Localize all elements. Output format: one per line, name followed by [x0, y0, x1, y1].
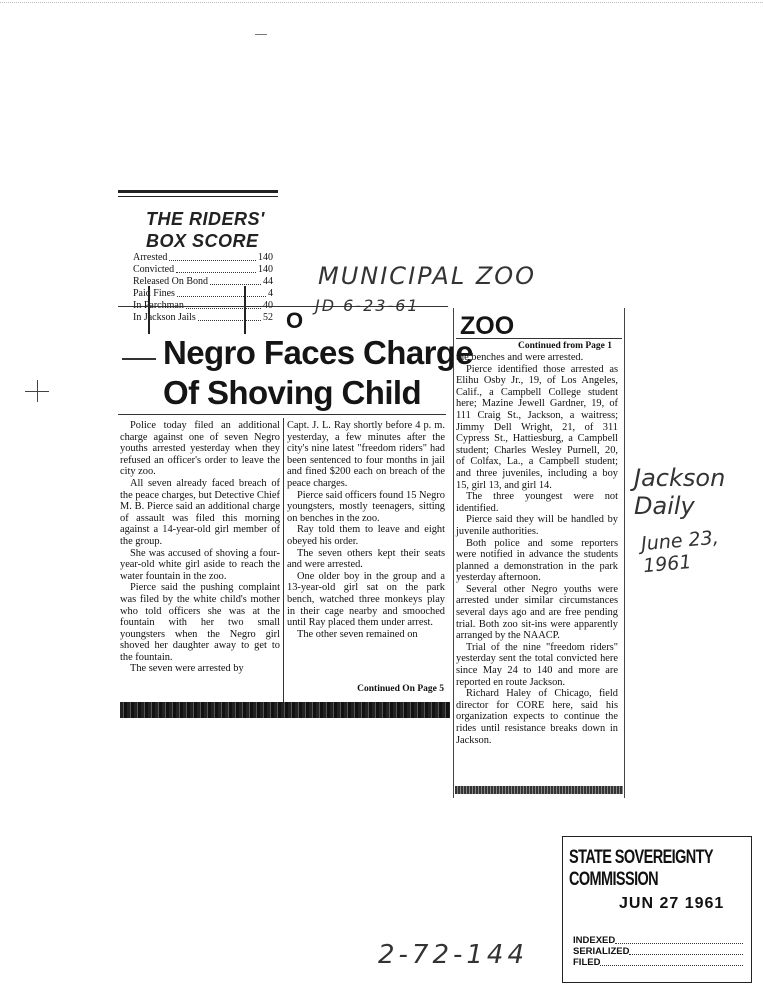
- stamp-indexed-line: INDEXED: [573, 935, 743, 946]
- pen-bracket: [148, 286, 150, 334]
- zoo-column: [456, 352, 618, 746]
- stat-row: Paid Fines 4: [133, 288, 273, 299]
- scan-top-edge: [0, 2, 763, 3]
- paragraph: Several other Negro youths were arrested under similar circumstances several days ago and are free pending trial. Both zoo sit-ins were apparently arranged by the NAACP.: [456, 583, 618, 642]
- paragraph: The other seven remained on: [297, 628, 418, 640]
- zoo-headline: ZOO: [460, 312, 515, 340]
- headline-kicker: O: [286, 308, 304, 333]
- stat-row: In Jackson Jails 52: [133, 312, 273, 323]
- paragraph: The three youngest were not identified.: [456, 491, 618, 514]
- paragraph: All seven already faced breach of the peace charges, but Detective Chief M. B. Pierce said an additional charge of assault was filed this morning against a 14-year-old girl member of the group.: [120, 477, 280, 547]
- continued-on-page: Continued On Page 5: [357, 684, 444, 694]
- paragraph: Pierce said officers found 15 Negro youngsters, mostly teenagers, sitting on benches in the zoo.: [287, 489, 445, 524]
- handwritten-jackson-daily: Jackson Daily: [634, 464, 726, 520]
- handwritten-file-number: 2-72-144: [378, 940, 529, 970]
- stamp-date: JUN 27 1961: [619, 895, 725, 912]
- headline-rule: [118, 306, 448, 307]
- sovereignty-commission-stamp: [562, 836, 752, 983]
- paragraph: the benches and were arrested.: [456, 352, 584, 363]
- scan-dark-strip: [120, 702, 450, 718]
- zoo-bottom-strip: [455, 786, 623, 794]
- box-score-title-line1: THE RIDERS': [146, 209, 265, 229]
- article-headline-line2: Of Shoving Child: [163, 374, 422, 411]
- headline-bottom-rule: [118, 414, 446, 415]
- paragraph: Capt. J. L. Ray shortly before 4 p. m. yesterday, a few minutes after the city's nine latest "freedom riders" had been sentenced to four months in jail and fined $200 each on breach of the peace charges.: [287, 420, 445, 489]
- stat-row: Arrested 140: [133, 252, 273, 263]
- paragraph: Pierce said the pushing complaint was filed by the white child's mother who told officers she was at the fountain with her two small youngsters when the Negro girl shoved her daughter away to get to the fountain.: [120, 582, 280, 663]
- paragraph: The seven were arrested by: [130, 663, 244, 675]
- paragraph: Both police and some reporters were notified in advance the students planned a demonstration in the park yesterday afternoon.: [456, 537, 618, 584]
- stamp-title: STATE SOVEREIGNTY COMMISSION: [569, 847, 713, 891]
- stamp-serialized-line: SERIALIZED: [573, 946, 743, 957]
- continued-from-page: Continued from Page 1: [517, 341, 612, 351]
- paragraph: One older boy in the group and a 13-year-old girl sat on the park bench, watched three monkeys play in their cage nearby and smooched until Ray placed them under arrest.: [287, 570, 445, 629]
- paragraph: She was accused of shoving a four-year-old white girl aside to reach the water fountain in the zoo.: [120, 547, 280, 582]
- handwritten-municipal-zoo: MUNICIPAL ZOO: [318, 262, 537, 290]
- zoo-headline-rule: [456, 338, 622, 339]
- article-headline-line1: Negro Faces Charge: [163, 334, 474, 371]
- headline-rule-left: [122, 358, 156, 360]
- scan-mark: [255, 34, 267, 35]
- article-column-2: [287, 420, 445, 640]
- box-score-title-line2: BOX SCORE: [146, 231, 259, 251]
- paragraph: Pierce said they will be handled by juvenile authorities.: [456, 514, 618, 537]
- paragraph: Richard Haley of Chicago, field director for CORE here, said his organization expects to continue the rides until resistance breaks down in Jackson.: [456, 688, 618, 746]
- paragraph: Pierce identified those arrested as Elihu Osby Jr., 19, of Los Angeles, Calif., a Campbell College student here; Mazine Jewell Gardner, 19, of 111 Craig St., Jackson, a waitress; Jimmy Dell Wright, 21, of 311 Cypress St., Hattiesburg, a Campbell student; Charles Wesley Purnell, 20, of Colfax, La., a Campbell student; and three juveniles, including a boy 15, girl 13, and girl 14.: [456, 363, 618, 491]
- box-top-rule: [118, 190, 278, 193]
- article-column-1: [120, 420, 280, 675]
- paragraph: Ray told them to leave and eight obeyed his order.: [287, 524, 445, 547]
- riders-box-score: [118, 190, 278, 340]
- pen-bracket: [244, 286, 246, 334]
- handwritten-june-date: June 23, 1961: [640, 526, 720, 578]
- stat-row: In Parchman 40: [133, 300, 273, 311]
- handwritten-jd-date: JD 6-23-61: [315, 296, 420, 315]
- column-divider: [283, 418, 284, 710]
- box-top-rule-thin: [118, 196, 278, 197]
- paragraph: Trial of the nine "freedom riders" yesterday sent the total convicted here since May 24 to 140 and more are reported en route Jackson.: [456, 641, 618, 688]
- paragraph: The seven others kept their seats and were arrested.: [287, 547, 445, 571]
- stamp-filed-line: FILED: [573, 957, 743, 968]
- paragraph: Police today filed an additional charge against one of seven Negro youths arrested yesterday when they refused an officer's order to leave the city zoo.: [120, 420, 280, 478]
- registration-mark-vertical: [37, 380, 38, 402]
- stat-row: Convicted 140: [133, 264, 273, 275]
- stat-row: Released On Bond 44: [133, 276, 273, 287]
